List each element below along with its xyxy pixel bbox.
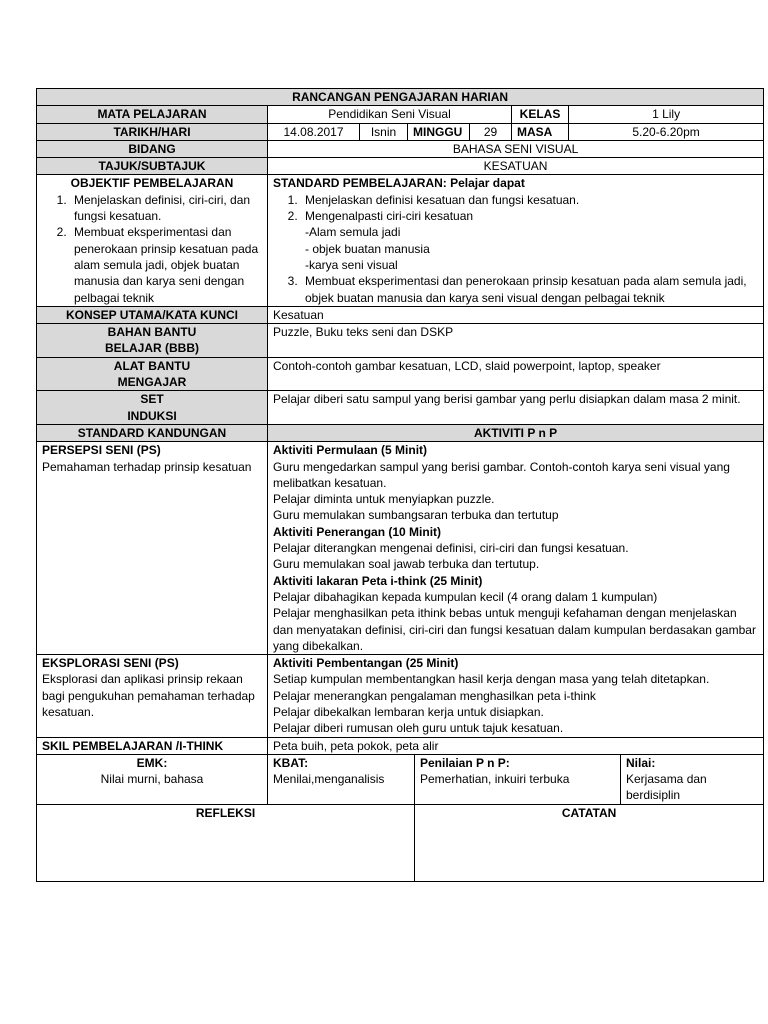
aktiviti-line: Guru memulakan soal jawab terbuka dan tertutup. [273, 557, 540, 572]
konsep-value: Kesatuan [268, 306, 764, 323]
tarikh-day: Isnin [360, 123, 408, 140]
objektif-item: 2. Membuat eksperimentasi dan penerokaan prinsip kesatuan pada alam semula jadi, objek buatan manusia dan karya seni dengan pelbagai teknik [70, 224, 262, 305]
aktiviti-line: Guru mengedarkan sampul yang berisi gambar. Contoh-contoh karya seni visual yang melibatkan kesatuan. [273, 459, 730, 490]
aktiviti-line: Guru memulakan sumbangsaran terbuka dan tertutup [273, 508, 559, 523]
aktiviti-line: Pelajar menghasilkan peta ithink bebas untuk menguji kefahaman dengan menjelaskan dan menyatakan definisi, ciri-ciri dan fungsi kesatuan dalam kumpulan berdasakan gambar yang dibekalkan. [273, 606, 756, 653]
emk-cell [37, 754, 268, 804]
skil-label: SKIL PEMBELAJARAN /I-THINK [37, 737, 268, 754]
abm-label-line: ALAT BANTU [113, 358, 191, 373]
emk-value: Nilai murni, bahasa [100, 772, 204, 787]
aktiviti-line: Pelajar diminta untuk menyiapkan puzzle. [273, 492, 495, 507]
standard-item [301, 208, 758, 273]
tarikh-date: 14.08.2017 [268, 123, 360, 140]
abm-label [37, 357, 268, 391]
abm-label-line: MENGAJAR [117, 375, 187, 390]
standard-pembelajaran-cell [268, 175, 764, 306]
standard-subitem: - objek buatan manusia [305, 241, 430, 256]
tajuk-label: TAJUK/SUBTAJUK [37, 158, 268, 175]
tajuk-value: KESATUAN [268, 158, 764, 175]
aktiviti2-cell [268, 655, 764, 737]
eksplorasi-title: EKSPLORASI SENI (PS) [42, 656, 179, 671]
abm-value: Contoh-contoh gambar kesatuan, LCD, slaid powerpoint, laptop, speaker [268, 357, 764, 391]
page-title: RANCANGAN PENGAJARAN HARIAN [37, 89, 764, 106]
penilaian-label: Penilaian P n P: [420, 755, 510, 770]
set-induksi-value: Pelajar diberi satu sampul yang berisi gambar yang perlu disiapkan dalam masa 2 minit. [268, 391, 764, 425]
bbb-label [37, 324, 268, 358]
refleksi-header: REFLEKSI [37, 804, 415, 881]
mata-pelajaran-label: MATA PELAJARAN [37, 106, 268, 123]
nilai-label: Nilai: [626, 755, 656, 770]
emk-label: EMK: [136, 755, 168, 770]
eksplorasi-desc: Eksplorasi dan aplikasi prinsip rekaan bagi pengukuhan pemahaman terhadap kesatuan. [42, 672, 255, 719]
standard-subitem: -Alam semula jadi [305, 225, 401, 240]
standard-item: 1. Menjelaskan definisi kesatuan dan fungsi kesatuan. [301, 192, 758, 208]
nilai-cell [621, 754, 764, 804]
kbat-label: KBAT: [273, 755, 309, 770]
nilai-value: Kerjasama dan berdisiplin [626, 772, 707, 803]
aktiviti-heading: Aktiviti Penerangan (10 Minit) [273, 524, 442, 539]
aktiviti-line: Setiap kumpulan membentangkan hasil kerja dengan masa yang telah ditetapkan. [273, 672, 710, 687]
standard-kandungan-header: STANDARD KANDUNGAN [37, 424, 268, 441]
penilaian-value: Pemerhatian, inkuiri terbuka [420, 772, 570, 787]
skil-value: Peta buih, peta pokok, peta alir [268, 737, 764, 754]
minggu-value: 29 [470, 123, 512, 140]
konsep-label: KONSEP UTAMA/KATA KUNCI [37, 306, 268, 323]
persepsi-desc: Pemahaman terhadap prinsip kesatuan [42, 459, 252, 474]
set-induksi-label-line: INDUKSI [127, 408, 177, 423]
kbat-cell [268, 754, 415, 804]
aktiviti-line: Pelajar dibekalkan lembaran kerja untuk disiapkan. [273, 704, 544, 719]
masa-label: MASA [512, 123, 569, 140]
mata-pelajaran-value: Pendidikan Seni Visual [268, 106, 512, 123]
bidang-value: BAHASA SENI VISUAL [268, 140, 764, 157]
penilaian-cell [415, 754, 621, 804]
lesson-plan-sheet [36, 88, 763, 882]
aktiviti-line: Pelajar menerangkan pengalaman menghasilkan peta i-think [273, 688, 596, 703]
standard-pembelajaran-label: STANDARD PEMBELAJARAN: Pelajar dapat [273, 176, 525, 191]
kelas-label: KELAS [512, 106, 569, 123]
kelas-value: 1 Lily [569, 106, 764, 123]
bbb-label-line: BELAJAR (BBB) [105, 341, 199, 356]
masa-value: 5.20-6.20pm [569, 123, 764, 140]
standard-subitem: -karya seni visual [305, 257, 398, 272]
aktiviti-heading: Aktiviti Pembentangan (25 Minit) [273, 656, 459, 671]
eksplorasi-cell [37, 655, 268, 737]
catatan-header: CATATAN [415, 804, 764, 881]
standard-item-text: Mengenalpasti ciri-ciri kesatuan [305, 209, 474, 224]
aktiviti-header: AKTIVITI P n P [268, 424, 764, 441]
objektif-label: OBJEKTIF PEMBELAJARAN [70, 176, 234, 191]
aktiviti-line: Pelajar dibahagikan kepada kumpulan kecil (4 orang dalam 1 kumpulan) [273, 589, 658, 604]
objektif-cell [37, 175, 268, 306]
persepsi-title: PERSEPSI SENI (PS) [42, 443, 161, 458]
aktiviti1-cell [268, 442, 764, 655]
tarikh-label: TARIKH/HARI [37, 123, 268, 140]
aktiviti-line: Pelajar diterangkan mengenai definisi, ciri-ciri dan fungsi kesatuan. [273, 541, 629, 556]
aktiviti-line: Pelajar diberi rumusan oleh guru untuk tajuk kesatuan. [273, 721, 564, 736]
standard-pembelajaran-list [273, 192, 758, 306]
standard-item: 3. Membuat eksperimentasi dan penerokaan prinsip kesatuan pada alam semula jadi, objek buatan manusia dan karya seni visual dengan pelbagai teknik [301, 273, 758, 306]
aktiviti-heading: Aktiviti Permulaan (5 Minit) [273, 443, 428, 458]
aktiviti-heading: Aktiviti lakaran Peta i-think (25 Minit) [273, 573, 483, 588]
objektif-list [42, 192, 262, 306]
set-induksi-label-line: SET [140, 392, 164, 407]
bidang-label: BIDANG [37, 140, 268, 157]
lesson-plan-table [36, 88, 764, 882]
bbb-label-line: BAHAN BANTU [107, 325, 197, 340]
minggu-label: MINGGU [408, 123, 470, 140]
bbb-value: Puzzle, Buku teks seni dan DSKP [268, 324, 764, 358]
objektif-item: 1. Menjelaskan definisi, ciri-ciri, dan fungsi kesatuan. [70, 192, 262, 225]
persepsi-cell [37, 442, 268, 655]
kbat-value: Menilai,menganalisis [273, 772, 385, 787]
set-induksi-label [37, 391, 268, 425]
